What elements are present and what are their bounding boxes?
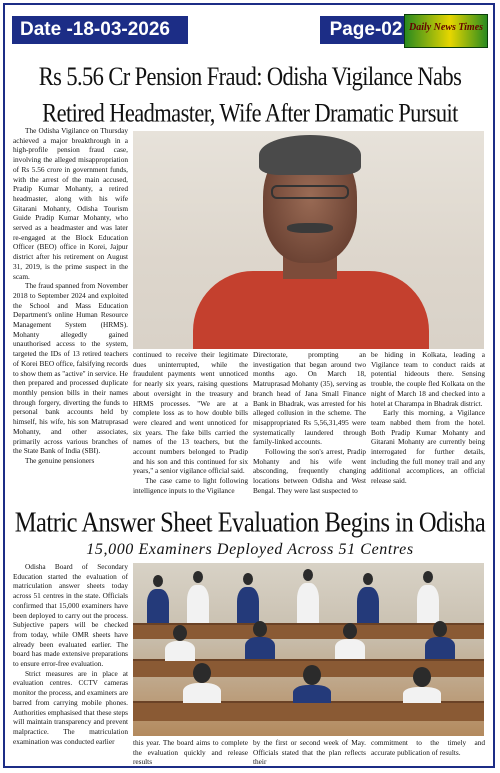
- story2-col2-para: this year. The board aims to complete the evaluation quickly and release results: [133, 738, 248, 767]
- story1-col3-para: Directorate, prompting an investigation that began around two months ago. On March 18, Matruprasad Mohanty (35), serving as branch head of Jana Small Finance Bank in Bhadrak, was arrested for his alleged collusion in the scheme. The misappropriated Rs 5,56,31,495 were systematically laundered through family-linked accounts.: [253, 350, 366, 447]
- newspaper-logo: [404, 14, 488, 48]
- story2-col3-para: by the first or second week of May. Officials stated that the plan reflects their: [253, 738, 366, 767]
- story2-column-2: [133, 738, 248, 767]
- story1-headline: Rs 5.56 Cr Pension Fraud: Odisha Vigilance Nabs Retired Headmaster, Wife After Dramatic Pursuit: [38, 61, 462, 128]
- story2-headline: Matric Answer Sheet Evaluation Begins in Odisha: [14, 507, 486, 539]
- page-header: [8, 12, 492, 52]
- exam-evaluation-photo: [133, 563, 484, 736]
- date-label: Date -18-03-2026: [12, 16, 188, 44]
- story2-col4-para: commitment to the timely and accurate publication of results.: [371, 738, 485, 757]
- story1-column-3: [253, 350, 366, 496]
- logo-text: Daily News Times: [408, 22, 484, 33]
- page-number: Page-02: [320, 16, 412, 44]
- story2-column-1: [13, 562, 128, 746]
- story1-column-4: [371, 350, 485, 486]
- story2-col1-para: Strict measures are in place at evaluation centres. CCTV cameras monitor the process, and examiners are barred from carrying mobile phones. Authorities emphasised that these steps will maintain transparency and prevent malpractice. The matriculation examination was conducted earlier: [13, 668, 128, 746]
- story2-col1-para: Odisha Board of Secondary Education started the evaluation of matriculation answer sheets today across 51 centres in the state. Officials confirmed that 15,000 examiners have been deployed to carry out the process. Subjective papers will be checked from today, while OMR sheets have already been evaluated earlier. The board has made extensive preparations to ensure error-free evaluation.: [13, 562, 128, 669]
- story1-column-1: [13, 126, 128, 466]
- story2-column-4: [371, 738, 485, 757]
- story2-subheadline: 15,000 Examiners Deployed Across 51 Centres: [86, 541, 414, 558]
- story1-col1-para: The fraud spanned from November 2018 to September 2024 and exploited the School and Mass Education Department's online Human Resource Management System (HRMS). Mohanty allegedly gained unauthorised access to the system, targeted the IDs of 13 retired teachers of Korei BEO office, falsifying records to show them as "active" in service. He then prepared and processed duplicate monthly pension bills in their names through forgery, diverting the funds to personal bank accounts held by himself, his wife, his son Matruprasad Mohanty, and other associates, primarily across various branches of the State Bank of India (SBI).: [13, 281, 128, 456]
- headmaster-photo: [133, 131, 484, 349]
- story1-col2-para: The case came to light following intelligence inputs to the Vigilance: [133, 476, 248, 495]
- story1-column-2: [133, 350, 248, 496]
- story1-col3-para: Following the son's arrest, Pradip Mohanty and his wife went absconding, frequently changing locations between Odisha and West Bengal. They were last suspected to: [253, 447, 366, 495]
- story1-col4-para: Early this morning, a Vigilance team nabbed them from the hotel. Both Pradip Kumar Mohanty and Gitarani Mohanty are currently being interrogated for further details, including the full money trail and any additional accomplices, an official release said.: [371, 408, 485, 486]
- story1-col1-para: The genuine pensioners: [25, 455, 95, 465]
- story1-col1-para: The Odisha Vigilance on Thursday achieved a major breakthrough in a high-profile pension fraud case, involving the alleged misappropriation of Rs 5.56 crore in government funds, with the arrest of the main accused, Pradip Kumar Mohanty, a retired headmaster, along with his wife Gitarani Mohanty, Odisha Tourism Guide Pradip Kumar Mohanty, who served as a headmaster and was later re-engaged at the Block Education Officer (BEO) office in Korei, Jajpur district after his retirement on August 31, 2019, is the prime suspect in the scam.: [13, 126, 128, 281]
- story2-column-3: [253, 738, 366, 767]
- story1-col4-para: be hiding in Kolkata, leading a Vigilance team to conduct raids at potential hideouts there. Sensing trouble, the couple fled Kolkata on the night of March 18 and checked into a hotel at Charampa in Bhadrak district.: [371, 350, 485, 408]
- story1-col2-para: continued to receive their legitimate dues uninterrupted, while the fraudulent payments went unnoticed for nearly six years, raising questions about oversight in the treasury and HRMS processes. "We are at a complete loss as to how double bills were cleared and went unnoticed for six years. The fake bills carried the names of the 13 teachers, but the account numbers belonged to Pradip and his son and this continued for six years," a senior vigilance official said.: [133, 350, 248, 476]
